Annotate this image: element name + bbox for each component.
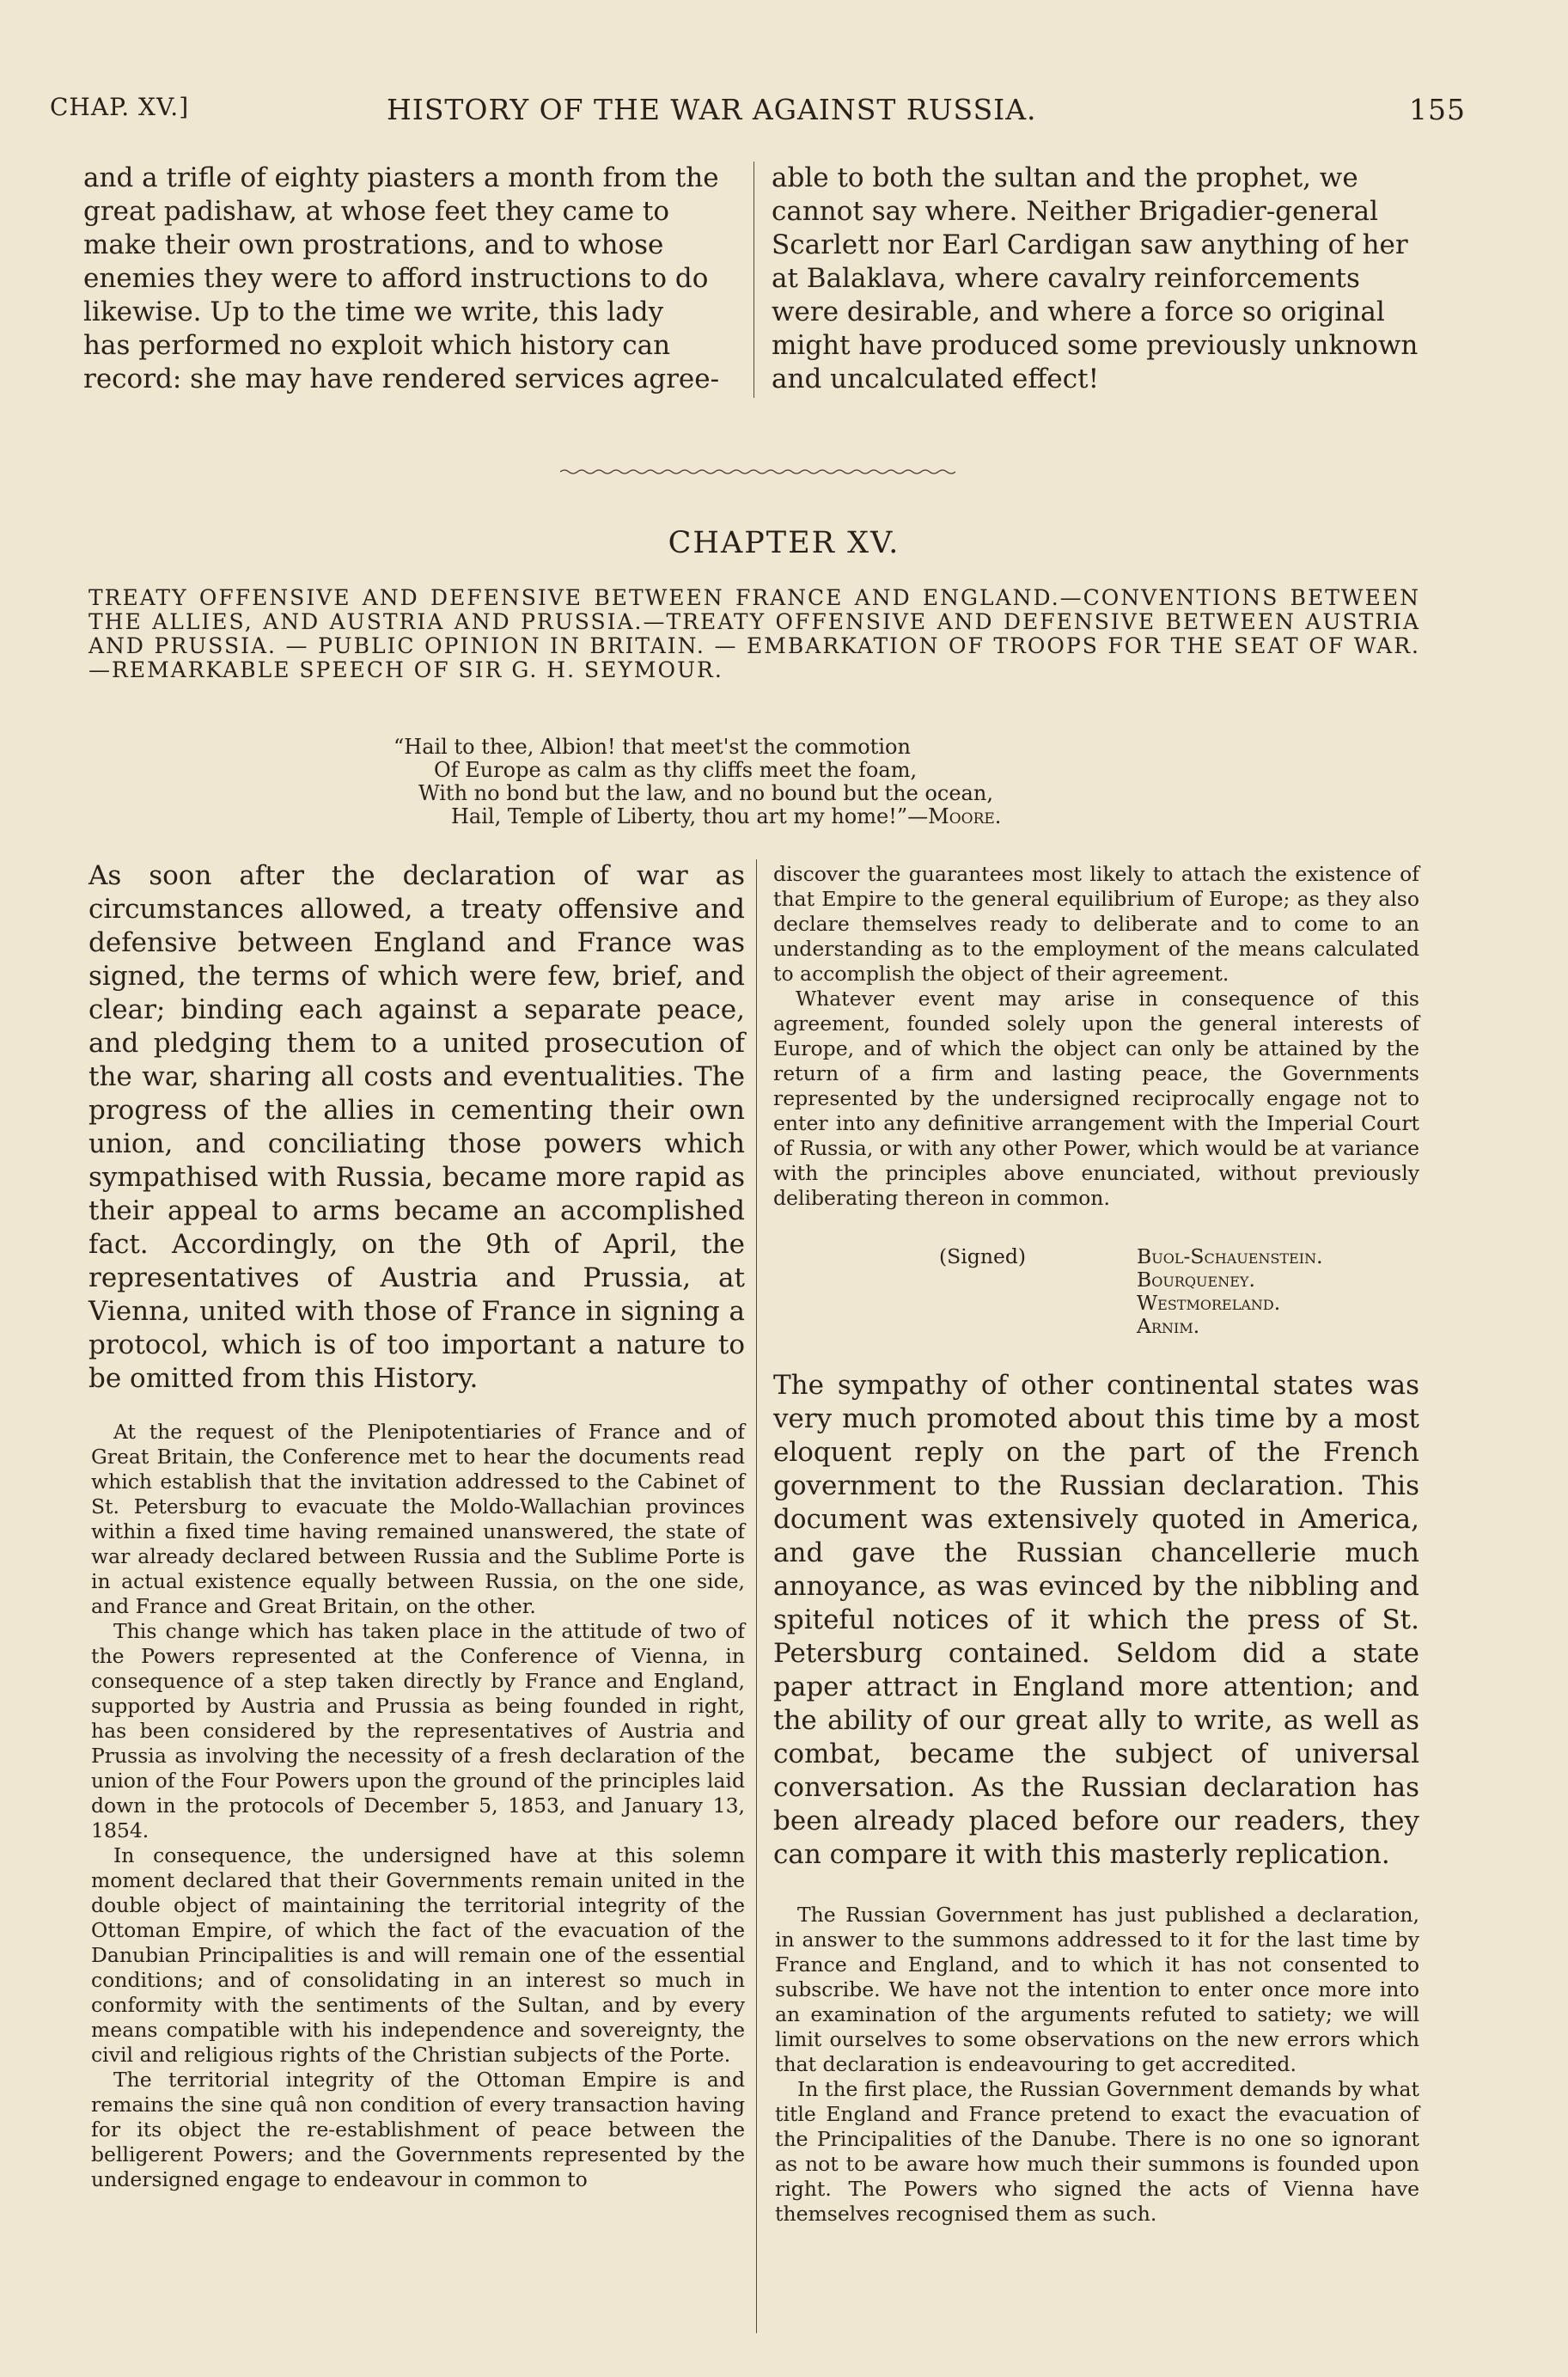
protocol-paragraph: At the request of the Plenipotentiaries of France and of Great Britain, the Conference met to hear the documents read which establish that the invitation addressed to the Cabinet of St. Petersburg to evacuate the Moldo-Wallachian provinces within a fixed time having remained unanswered, the state of war already declared between Russia and the Sublime Porte is in actual existence equally between Russia, on the one side, and France and Great Britain, on the other. bbox=[91, 1420, 745, 1618]
text-line: were desirable, and where a force so original bbox=[772, 296, 1385, 327]
protocol-paragraph: This change which has taken place in the attitude of two of the Powers represented at the Conference of Vienna, in consequence of a step taken directly by France and England, supported by Austria and Prussia as being founded in right, has been considered by the representatives of Austria and Prussia as involving the necessity of a fresh declaration of the union of the Four Powers upon the ground of the principles laid down in the protocols of December 5, 1853, and January 13, 1854. bbox=[91, 1619, 745, 1842]
text-line: great padishaw, at whose feet they came to bbox=[83, 196, 670, 227]
protocol-text bbox=[91, 1420, 745, 2192]
page-number: 155 bbox=[1409, 93, 1466, 126]
top-right-column bbox=[772, 162, 1425, 396]
intro-paragraph: As soon after the declaration of war as circumstances allowed, a treaty offensive and defensive between England and France was signed, the terms of which were few, brief, and clear; binding each against a separate peace, and pledging them to a united prosecution of the war, sharing all costs and eventualities. The progress of the allies in cementing their own union, and conciliating those powers which sympathised with Russia, became more rapid as their appeal to arms became an accomplished fact. Accordingly, on the 9th of April, the representatives of Austria and Prussia, at Vienna, united with those of France in signing a protocol, which is of too important a nature to be omitted from this History. bbox=[88, 860, 745, 1394]
text-line: cannot say where. Neither Brigadier-general bbox=[772, 196, 1379, 227]
text-line: record: she may have rendered services agree- bbox=[83, 364, 720, 394]
epigraph-line: “Hail to thee, Albion! that meet'st the commotion bbox=[394, 735, 911, 759]
text-line: likewise. Up to the time we write, this lady bbox=[83, 296, 664, 327]
text-line: Scarlett nor Earl Cardigan saw anything of her bbox=[772, 229, 1408, 260]
text-line: might have produced some previously unknown bbox=[772, 330, 1419, 361]
right-body bbox=[773, 1369, 1419, 1872]
chapter-summary: TREATY OFFENSIVE AND DEFENSIVE BETWEEN FRANCE AND ENGLAND.—CONVENTIONS BETWEEN THE ALLIES, AND AUSTRIA AND PRUSSIA.—TREATY OFFENSIVE AND DEFENSIVE BETWEEN AUSTRIA AND PRUSSIA. — PUBLIC OPINION IN BRITAIN. — EMBARKATION OF TROOPS FOR THE SEAT OF WAR.—REMARKABLE SPEECH OF SIR G. H. SEYMOUR. bbox=[88, 585, 1420, 682]
chapter-title: CHAPTER XV. bbox=[668, 526, 900, 560]
signatory: Arnim. bbox=[1137, 1314, 1200, 1338]
protocol-paragraph: discover the guarantees most likely to attach the existence of that Empire to the general equilibrium of Europe; as they also declare themselves ready to deliberate and to come to an understanding as to the employment of the means calculated to accomplish the object of their agreement. bbox=[773, 862, 1419, 986]
reply-paragraph: In the first place, the Russian Government demands by what title England and France pretend to exact the evacuation of the Principalities of the Danube. There is no one so ignorant as not to be aware how much their summons is founded upon right. The Powers who signed the acts of Vienna have themselves recognised them as such. bbox=[775, 2077, 1419, 2226]
text-line: enemies they were to afford instructions to do bbox=[83, 263, 709, 294]
signatory: Buol-Schauenstein. bbox=[1137, 1244, 1323, 1268]
protocol-paragraph: The territorial integrity of the Ottoman Empire is and remains the sine quâ non condition of every transaction having for its object the re-establishment of peace between the belligerent Powers; and the Governments represented by the undersigned engage to endeavour in common to bbox=[91, 2068, 745, 2191]
signatory: Westmoreland. bbox=[1137, 1291, 1281, 1315]
body-paragraph: The sympathy of other continental states was very much promoted about this time by a most eloquent reply on the part of the French government to the Russian declaration. This document was extensively quoted in America, and gave the Russian chancellerie much annoyance, as was evinced by the nibbling and spiteful notices of it which the press of St. Petersburg contained. Seldom did a state paper attract in England more attention; and the ability of our great ally to write, as well as combat, became the subject of universal conversation. As the Russian declaration has been already placed before our readers, they can compare it with this masterly replication. bbox=[773, 1370, 1419, 1870]
epigraph-line: With no bond but the law, and no bound but the ocean, bbox=[418, 781, 993, 805]
column-divider bbox=[756, 859, 757, 2333]
french-reply bbox=[775, 1903, 1419, 2227]
wavy-divider bbox=[560, 467, 955, 476]
protocol-paragraph: Whatever event may arise in consequence of this agreement, founded solely upon the general interests of Europe, and of which the object can only be attained by the return of a firm and lasting peace, the Governments represented by the undersigned reciprocally engage not to enter into any definitive arrangement with the Imperial Court of Russia, or with any other Power, which would be at variance with the principles above enunciated, without previously deliberating thereon in common. bbox=[773, 987, 1419, 1210]
text-line: at Balaklava, where cavalry reinforcements bbox=[772, 263, 1360, 294]
text-line: able to both the sultan and the prophet, we bbox=[772, 162, 1358, 193]
text-line: and uncalculated effect! bbox=[772, 364, 1100, 394]
epigraph-line: Of Europe as calm as thy cliffs meet the foam, bbox=[434, 758, 918, 782]
epigraph-line: Hail, Temple of Liberty, thou art my home!”—Moore. bbox=[451, 804, 1002, 828]
running-title: HISTORY OF THE WAR AGAINST RUSSIA. bbox=[387, 93, 1037, 126]
signed-label: (Signed) bbox=[939, 1244, 1027, 1268]
text-line: has performed no exploit which history can bbox=[83, 330, 671, 361]
signatory: Bourqueney. bbox=[1137, 1268, 1255, 1292]
reply-paragraph: The Russian Government has just published a declaration, in answer to the summons addressed to it for the last time by France and England, and to which it has not consented to subscribe. We have not the intention to enter once more into an examination of the arguments refuted to satiety; we will limit ourselves to some observations on the new errors which that declaration is endeavouring to get accredited. bbox=[775, 1903, 1419, 2076]
epigraph-author: Moore. bbox=[928, 804, 1002, 828]
text-line: make their own prostrations, and to whose bbox=[83, 229, 664, 260]
column-divider bbox=[753, 162, 754, 398]
left-column-intro bbox=[88, 859, 745, 1396]
protocol-paragraph: In consequence, the undersigned have at this solemn moment declared that their Governments remain united in the double object of maintaining the territorial integrity of the Ottoman Empire, of which the fact of the evacuation of the Danubian Principalities is and will remain one of the essential conditions; and of consolidating in an interest so much in conformity with the sentiments of the Sultan, and by every means compatible with his independence and sovereignty, the civil and religious rights of the Christian subjects of the Porte. bbox=[91, 1843, 745, 2067]
chapter-label: CHAP. XV.] bbox=[50, 93, 190, 121]
protocol-continuation bbox=[773, 862, 1419, 1211]
top-left-column bbox=[83, 162, 745, 396]
text-line: and a trifle of eighty piasters a month from the bbox=[83, 162, 719, 193]
